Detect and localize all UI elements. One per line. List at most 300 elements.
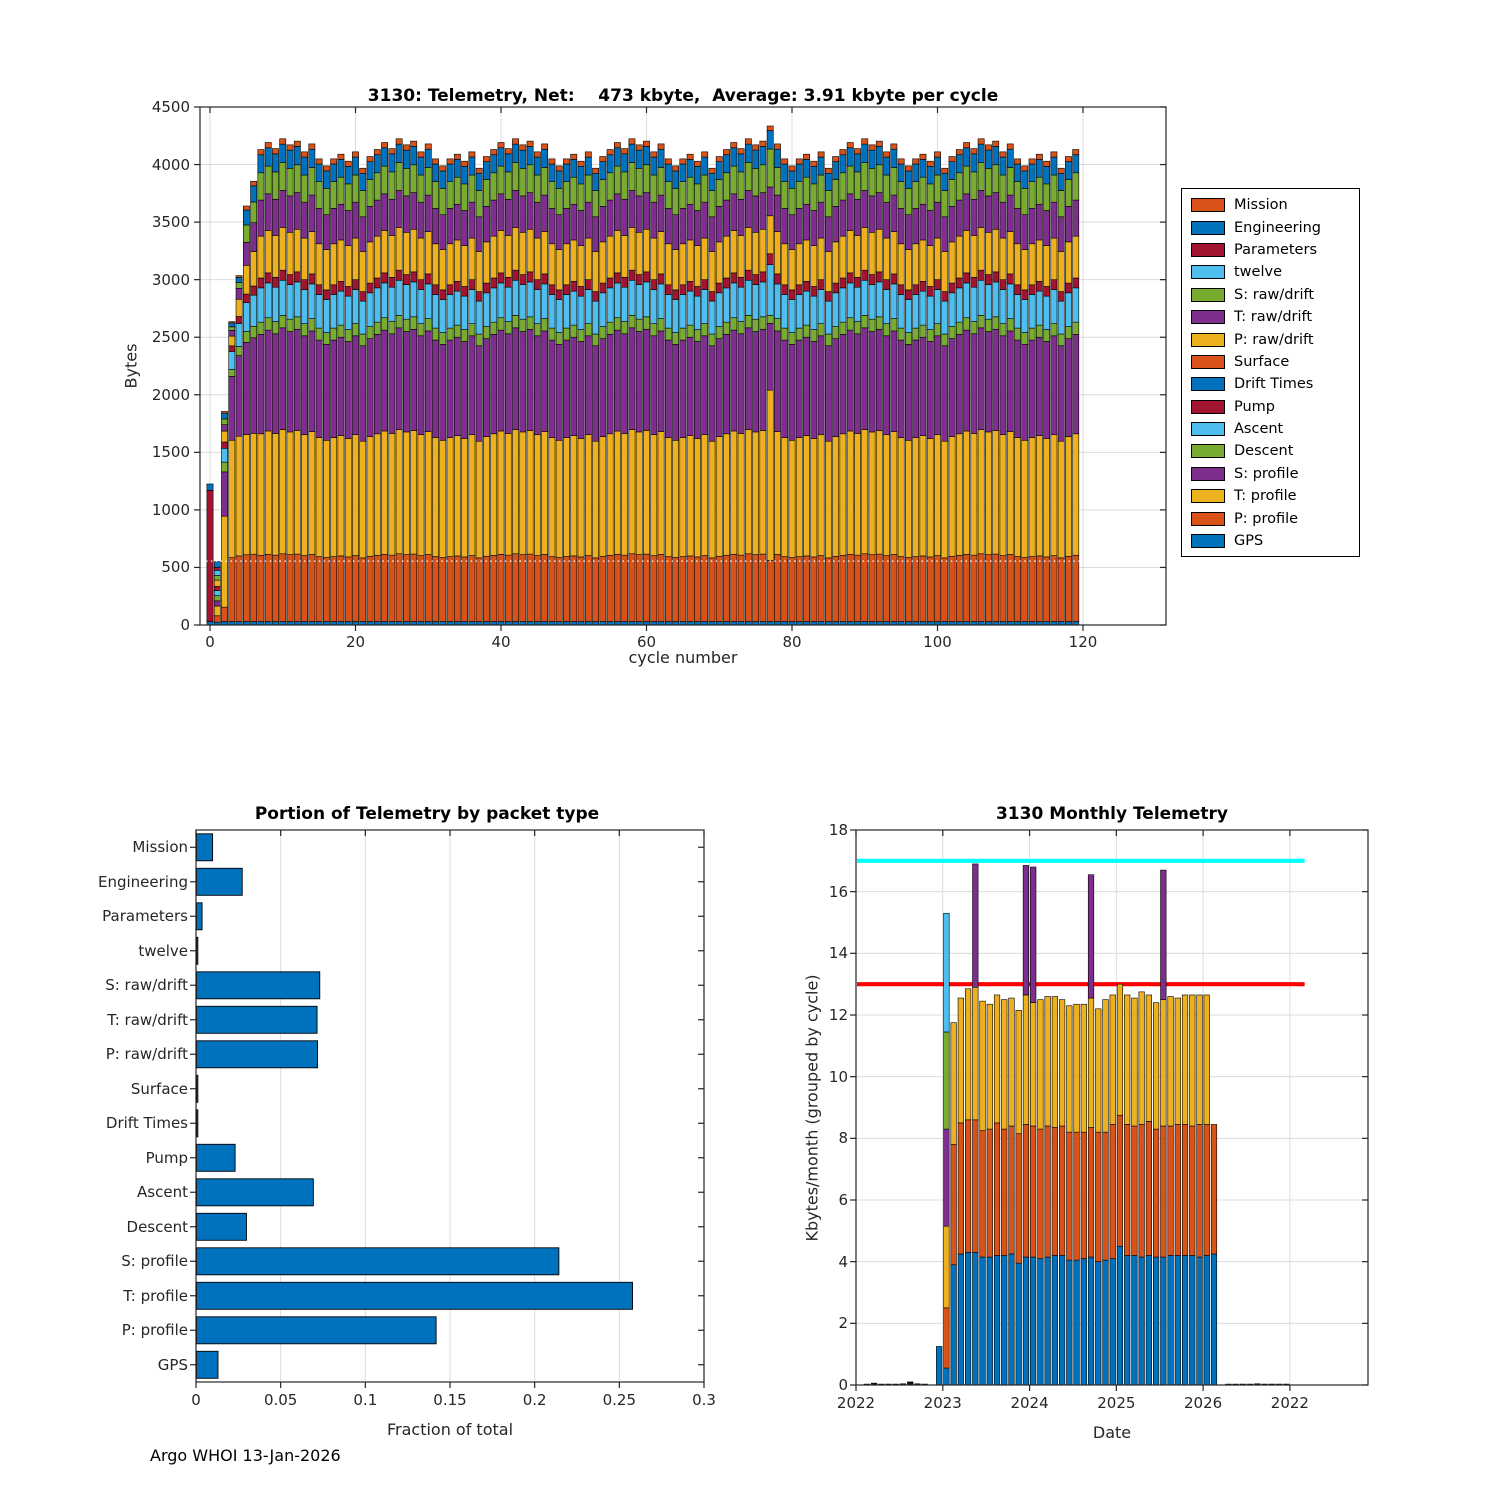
- bar-segment: [614, 431, 620, 554]
- portion-category-label: S: raw/drift: [105, 976, 188, 995]
- bar-segment: [673, 166, 679, 171]
- bar-segment: [265, 330, 271, 431]
- bar-segment: [869, 168, 875, 196]
- bar-segment: [360, 168, 366, 173]
- bar-segment: [949, 293, 955, 327]
- bar-segment: [709, 173, 715, 190]
- bar-segment: [985, 319, 991, 331]
- bar-segment: [338, 154, 344, 159]
- bar-segment: [876, 272, 882, 282]
- bar-segment: [432, 438, 438, 557]
- bar-segment: [578, 161, 584, 166]
- bar-segment: [512, 430, 518, 554]
- bar-segment: [622, 287, 628, 321]
- bar-segment: [949, 206, 955, 242]
- bar-segment: [316, 285, 322, 295]
- month-bar-segment: [987, 1004, 993, 1129]
- bar-segment: [927, 330, 933, 342]
- bar-segment: [549, 244, 555, 285]
- bar-segment: [1014, 294, 1020, 328]
- bar-segment: [680, 159, 686, 164]
- bar-segment: [767, 187, 773, 216]
- bar-segment: [942, 191, 948, 217]
- bar-segment: [767, 149, 773, 187]
- bar-segment: [469, 324, 475, 336]
- bar-segment: [811, 557, 817, 622]
- bar-segment: [702, 157, 708, 175]
- bar-segment: [876, 329, 882, 430]
- bar-segment: [432, 244, 438, 285]
- bar-segment: [665, 164, 671, 182]
- bar-segment: [629, 163, 635, 191]
- bar-segment: [811, 246, 817, 287]
- bar-segment: [643, 193, 649, 230]
- month-bar-segment: [1095, 1262, 1101, 1385]
- legend-item: [1182, 261, 1359, 283]
- bar-segment: [993, 317, 999, 329]
- bar-segment: [542, 195, 548, 231]
- bar-segment: [760, 430, 766, 554]
- bar-segment: [345, 246, 351, 287]
- bar-segment: [592, 217, 598, 252]
- bar-segment: [462, 161, 468, 166]
- bar-segment: [774, 284, 780, 319]
- bar-segment: [847, 554, 853, 621]
- bar-segment: [600, 179, 606, 206]
- bar-segment: [702, 152, 708, 157]
- bar-segment: [716, 206, 722, 242]
- bar-segment: [294, 193, 300, 230]
- bar-segment: [680, 182, 686, 209]
- bar-segment: [476, 217, 482, 252]
- bar-segment: [883, 336, 889, 435]
- bar-segment: [265, 318, 271, 330]
- bar-segment: [243, 225, 249, 242]
- bar-segment: [942, 168, 948, 173]
- bar-segment: [985, 432, 991, 555]
- bar-segment: [680, 208, 686, 243]
- month-bar-segment: [965, 989, 971, 1120]
- bar-segment: [527, 554, 533, 621]
- bar-segment: [432, 159, 438, 164]
- bar-segment: [636, 275, 642, 285]
- bar-segment: [913, 244, 919, 285]
- bar-segment: [1007, 144, 1013, 149]
- bar-segment: [243, 331, 249, 342]
- bar-segment: [971, 235, 977, 277]
- bar-segment: [352, 556, 358, 622]
- bar-segment: [607, 236, 613, 278]
- portion-category-label: Mission: [132, 838, 188, 857]
- bar-segment: [796, 182, 802, 209]
- month-bar-segment: [1052, 997, 1058, 1128]
- bar-segment: [272, 235, 278, 277]
- bar-segment: [425, 554, 431, 621]
- bar-segment: [673, 333, 679, 345]
- bar-segment: [869, 285, 875, 320]
- bar-segment: [738, 235, 744, 277]
- bar-segment: [956, 236, 962, 278]
- month-bar-segment: [1161, 1000, 1167, 1126]
- month-bar-segment: [1175, 998, 1181, 1124]
- bar-segment: [563, 285, 569, 295]
- legend-label: Descent: [1234, 443, 1294, 460]
- month-bar-segment: [1067, 1006, 1073, 1132]
- bar-segment: [1051, 324, 1057, 336]
- monthly-y-tick-label: 18: [828, 821, 848, 839]
- bar-segment: [673, 171, 679, 188]
- bar-segment: [600, 157, 606, 162]
- bar-segment: [1022, 299, 1028, 332]
- bar-segment: [862, 554, 868, 622]
- bar-segment: [854, 433, 860, 555]
- bar-segment: [221, 462, 227, 472]
- bar-segment: [505, 555, 511, 621]
- bar-segment: [1065, 437, 1071, 557]
- bar-segment: [403, 555, 409, 622]
- bar-segment: [1044, 211, 1050, 246]
- bar-segment: [789, 188, 795, 214]
- bar-segment: [1014, 557, 1020, 622]
- bar-segment: [694, 184, 700, 211]
- bar-segment: [323, 558, 329, 622]
- bar-segment: [913, 294, 919, 328]
- top-x-tick-label: 0: [205, 633, 215, 651]
- bar-segment: [840, 555, 846, 621]
- month-bar-segment: [1030, 1003, 1036, 1126]
- bar-segment: [483, 437, 489, 557]
- month-bar-segment: [958, 998, 964, 1123]
- month-bar-segment: [1204, 1256, 1210, 1386]
- bar-segment: [549, 285, 555, 295]
- bar-segment: [723, 200, 729, 236]
- bar-segment: [854, 199, 860, 235]
- bar-segment: [505, 199, 511, 235]
- bar-segment: [891, 319, 897, 331]
- bar-segment: [265, 554, 271, 621]
- top-x-tick-label: 80: [782, 633, 802, 651]
- bar-segment: [338, 281, 344, 291]
- bar-segment: [825, 168, 831, 173]
- bar-segment: [338, 291, 344, 325]
- bar-segment: [753, 319, 759, 331]
- bar-segment: [978, 430, 984, 554]
- bar-segment: [1065, 162, 1071, 180]
- bar-segment: [585, 175, 591, 202]
- bar-segment: [389, 154, 395, 172]
- month-bar-segment: [1146, 995, 1152, 1121]
- bar-segment: [236, 283, 242, 289]
- bar-segment: [833, 242, 839, 283]
- bar-segment: [440, 440, 446, 557]
- bar-segment: [891, 144, 897, 149]
- bar-segment: [1058, 251, 1064, 291]
- bar-segment: [301, 290, 307, 324]
- bar-segment: [643, 554, 649, 621]
- bar-segment: [440, 290, 446, 300]
- bar-segment: [876, 430, 882, 554]
- monthly-y-tick-label: 4: [838, 1252, 848, 1271]
- bar-segment: [571, 556, 577, 622]
- bar-segment: [287, 168, 293, 196]
- portion-category-label: Surface: [130, 1079, 188, 1098]
- bar-segment: [673, 558, 679, 622]
- bar-segment: [411, 317, 417, 329]
- bar-segment: [774, 432, 780, 555]
- portion-bar: [197, 1110, 198, 1137]
- bar-segment: [687, 281, 693, 291]
- bar-segment: [1044, 296, 1050, 329]
- bar-segment: [629, 144, 635, 162]
- bar-segment: [833, 206, 839, 242]
- bar-segment: [454, 291, 460, 325]
- bar-segment: [1065, 206, 1071, 242]
- month-bar-segment: [1023, 1124, 1029, 1257]
- bar-segment: [585, 556, 591, 622]
- bar-segment: [600, 437, 606, 557]
- bar-segment: [796, 438, 802, 557]
- bar-segment: [811, 438, 817, 556]
- bar-segment: [753, 196, 759, 232]
- bar-segment: [622, 235, 628, 277]
- bar-segment: [949, 339, 955, 437]
- bar-segment: [803, 556, 809, 622]
- bar-segment: [476, 334, 482, 346]
- bar-segment: [789, 558, 795, 622]
- bar-segment: [738, 433, 744, 555]
- bar-segment: [352, 157, 358, 175]
- bar-segment: [803, 240, 809, 281]
- bar-segment: [898, 328, 904, 340]
- bar-segment: [716, 157, 722, 162]
- month-bar-segment: [1016, 1010, 1022, 1133]
- bar-segment: [585, 238, 591, 280]
- bar-segment: [585, 336, 591, 435]
- bar-segment: [825, 334, 831, 346]
- bar-segment: [643, 229, 649, 272]
- bar-segment: [280, 144, 286, 162]
- bar-segment: [629, 280, 635, 315]
- bar-segment: [512, 315, 518, 327]
- bar-segment: [520, 196, 526, 232]
- month-bar-segment: [1016, 1263, 1022, 1385]
- bar-segment: [462, 184, 468, 211]
- bar-segment: [636, 332, 642, 432]
- bar-segment: [592, 334, 598, 346]
- bar-segment: [280, 163, 286, 191]
- bar-segment: [927, 211, 933, 246]
- bar-segment: [476, 191, 482, 217]
- bar-segment: [483, 293, 489, 327]
- portion-bar: [197, 1282, 633, 1309]
- bar-segment: [236, 346, 242, 355]
- bar-segment: [447, 294, 453, 328]
- top-chart-xlabel: cycle number: [628, 648, 738, 667]
- bar-segment: [854, 322, 860, 334]
- bar-segment: [258, 236, 264, 278]
- bar-segment: [738, 199, 744, 235]
- bar-segment: [265, 431, 271, 554]
- bar-segment: [803, 291, 809, 325]
- legend-item: [1182, 351, 1359, 373]
- top-y-tick-label: 0: [180, 616, 190, 634]
- legend-item: [1182, 194, 1359, 216]
- bar-segment: [949, 242, 955, 283]
- bar-segment: [382, 283, 388, 318]
- bar-segment: [447, 244, 453, 285]
- bar-segment: [956, 155, 962, 173]
- bar-segment: [221, 431, 227, 442]
- bar-segment: [1058, 191, 1064, 217]
- top-x-tick-label: 100: [923, 633, 952, 651]
- bar-segment: [956, 322, 962, 334]
- month-bar-segment: [1081, 1004, 1087, 1132]
- month-bar-segment: [1081, 1132, 1087, 1258]
- bar-segment: [927, 557, 933, 622]
- bar-segment: [571, 281, 577, 291]
- bar-segment: [1073, 555, 1079, 621]
- month-bar-segment: [1001, 1129, 1007, 1255]
- bar-segment: [825, 191, 831, 217]
- month-bar-segment: [987, 1129, 993, 1257]
- bar-segment: [542, 232, 548, 274]
- bar-segment: [287, 196, 293, 232]
- legend-label: twelve: [1234, 264, 1282, 281]
- bar-segment: [833, 556, 839, 621]
- legend-label: Engineering: [1234, 219, 1321, 236]
- bar-segment: [323, 299, 329, 332]
- portion-bar: [197, 1213, 247, 1240]
- bar-segment: [1058, 346, 1064, 441]
- bar-segment: [221, 425, 227, 431]
- bar-segment: [280, 315, 286, 327]
- month-bar-segment: [1161, 1126, 1167, 1257]
- bar-segment: [229, 330, 235, 336]
- month-bar-segment: [1045, 1257, 1051, 1385]
- month-bar-segment: [944, 1368, 950, 1385]
- bar-segment: [229, 440, 235, 557]
- bar-segment: [476, 168, 482, 173]
- bar-segment: [913, 285, 919, 295]
- bar-segment: [847, 230, 853, 272]
- bar-segment: [229, 322, 235, 323]
- bar-segment: [687, 154, 693, 159]
- bar-segment: [942, 173, 948, 190]
- top-x-tick-label: 40: [491, 633, 511, 651]
- bar-segment: [345, 184, 351, 211]
- bar-segment: [374, 434, 380, 555]
- bar-segment: [389, 199, 395, 235]
- bar-segment: [469, 435, 475, 556]
- bar-segment: [964, 230, 970, 272]
- bar-segment: [774, 232, 780, 274]
- bar-segment: [243, 294, 249, 303]
- bar-segment: [294, 430, 300, 554]
- month-bar-segment: [1139, 1124, 1145, 1257]
- bar-segment: [251, 554, 257, 621]
- bar-segment: [527, 282, 533, 317]
- bar-segment: [767, 131, 773, 149]
- bar-segment: [491, 150, 497, 155]
- bar-segment: [512, 227, 518, 270]
- bar-segment: [658, 432, 664, 555]
- bar-segment: [629, 328, 635, 430]
- bar-segment: [432, 340, 438, 437]
- bar-segment: [774, 319, 780, 331]
- bar-segment: [869, 196, 875, 232]
- bar-segment: [592, 168, 598, 173]
- bar-segment: [418, 152, 424, 157]
- legend-item: [1182, 239, 1359, 261]
- legend-swatch-pump: [1191, 400, 1225, 414]
- bar-segment: [345, 296, 351, 329]
- month-bar-segment: [1189, 995, 1195, 1126]
- bar-segment: [789, 171, 795, 188]
- bar-segment: [396, 280, 402, 315]
- bar-segment: [702, 280, 708, 290]
- bar-segment: [338, 159, 344, 177]
- month-bar-segment: [1139, 992, 1145, 1125]
- bar-segment: [978, 270, 984, 280]
- month-bar-segment: [1016, 1134, 1022, 1264]
- bar-segment: [658, 331, 664, 432]
- bar-segment: [796, 328, 802, 340]
- bar-segment: [578, 557, 584, 622]
- bar-segment: [993, 146, 999, 164]
- bar-segment: [1000, 556, 1006, 622]
- bar-segment: [396, 144, 402, 162]
- bar-segment: [956, 150, 962, 155]
- bar-segment: [942, 301, 948, 334]
- bar-segment: [556, 344, 562, 440]
- bar-segment: [498, 318, 504, 330]
- top-y-tick-label: 4000: [151, 155, 190, 174]
- bar-segment: [483, 327, 489, 339]
- monthly-chart-ylabel: Kbytes/month (grouped by cycle): [802, 974, 822, 1242]
- monthly-x-tick-label: 2023: [923, 1394, 962, 1412]
- month-bar-segment: [1038, 1000, 1044, 1130]
- bar-segment: [520, 285, 526, 320]
- bar-segment: [658, 149, 664, 167]
- bar-segment: [898, 285, 904, 295]
- bar-segment: [301, 152, 307, 157]
- bar-segment: [825, 292, 831, 301]
- bar-segment: [702, 435, 708, 556]
- bar-segment: [854, 555, 860, 621]
- legend-swatch-s-raw-drift: [1191, 288, 1225, 302]
- bar-segment: [607, 278, 613, 288]
- bar-segment: [840, 236, 846, 278]
- legend-swatch-p-profile: [1191, 512, 1225, 526]
- bar-segment: [847, 283, 853, 318]
- bar-segment: [949, 283, 955, 293]
- bar-segment: [440, 166, 446, 171]
- bar-segment: [331, 294, 337, 328]
- bar-segment: [425, 232, 431, 274]
- bar-segment: [687, 436, 693, 556]
- bar-segment: [301, 238, 307, 280]
- bar-segment: [512, 139, 518, 144]
- bar-segment: [665, 208, 671, 243]
- bar-segment: [1058, 173, 1064, 190]
- bar-segment: [243, 206, 249, 210]
- bar-segment: [811, 161, 817, 166]
- portion-bar: [197, 1144, 236, 1171]
- month-bar-segment: [1059, 1126, 1065, 1256]
- portion-x-tick-label: 0.15: [433, 1391, 467, 1409]
- bar-segment: [1029, 285, 1035, 295]
- bar-segment: [425, 284, 431, 319]
